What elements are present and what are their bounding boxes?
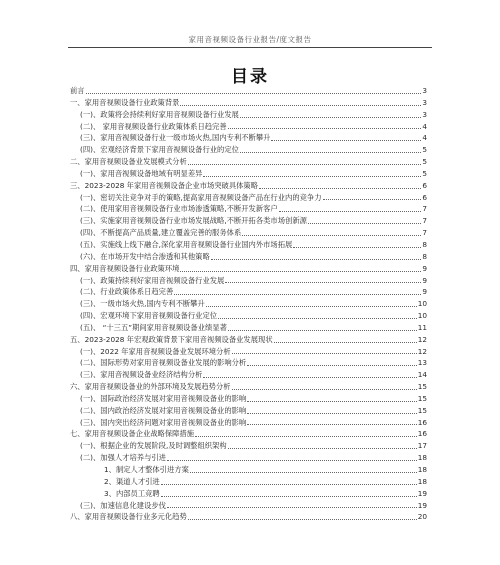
toc-entry[interactable] [70, 215, 427, 227]
toc-entry-label: (一)、政策将会持续利好家用音视频设备行业发展 [80, 109, 239, 119]
toc-entry-label: (五)、实施线上线下融合,深化家用音视频设备行业国内外市场拓展 [80, 239, 293, 249]
toc-entry-page: 5 [422, 157, 427, 167]
dot-leader [167, 507, 417, 508]
toc-entry-page: 9 [422, 275, 427, 285]
toc-entry[interactable] [70, 357, 427, 369]
dot-leader [247, 401, 416, 402]
toc-entry-label: 一、家用音视频设备行业政策背景 [70, 97, 180, 107]
table-of-contents [70, 85, 427, 523]
toc-entry[interactable] [70, 263, 427, 275]
toc-entry-label: 四、家用音视频设备行业政策环境 [70, 263, 180, 273]
toc-entry-page: 17 [417, 441, 427, 451]
running-header: 家用音视频设备行业报告/度文报告 [188, 35, 312, 44]
toc-entry[interactable] [70, 239, 427, 251]
dot-leader [293, 247, 421, 248]
toc-entry[interactable] [70, 132, 427, 144]
toc-entry[interactable] [70, 156, 427, 168]
dot-leader [161, 496, 417, 497]
dot-leader [218, 318, 417, 319]
toc-entry-label: (一)、国际政治经济发展对家用音视频设备业的影响 [80, 393, 247, 403]
toc-entry-page: 13 [417, 358, 427, 368]
toc-entry[interactable] [70, 275, 427, 287]
toc-entry[interactable] [70, 227, 427, 239]
toc-entry[interactable] [70, 334, 427, 346]
toc-entry-label: (三)、国内突出经济问题对家用音视频设备业的影响 [80, 417, 247, 427]
toc-entry[interactable] [70, 428, 427, 440]
dot-leader [271, 140, 421, 141]
toc-entry[interactable] [70, 121, 427, 133]
dot-leader [323, 199, 422, 200]
toc-entry-label: (二)、国内政治经济发展对家用音视频设备业的影响 [80, 405, 247, 415]
dot-leader [203, 377, 416, 378]
toc-entry[interactable] [70, 322, 427, 334]
toc-entry-page: 6 [422, 180, 427, 190]
toc-entry-label: 1、制定人才整体引进方案 [104, 465, 189, 474]
dot-leader [279, 211, 422, 212]
header-rule [68, 47, 432, 48]
toc-entry[interactable] [70, 381, 427, 393]
toc-entry-page: 9 [422, 287, 427, 297]
dot-leader [190, 472, 417, 473]
toc-entry-label: 2、渠道人才引进 [104, 476, 160, 486]
dot-leader [211, 259, 422, 260]
toc-entry-page: 7 [422, 228, 427, 238]
toc-entry-page: 3 [422, 109, 427, 119]
toc-entry[interactable] [70, 203, 427, 215]
toc-entry[interactable] [70, 393, 427, 405]
toc-entry-page: 12 [417, 346, 427, 356]
toc-entry-page: 8 [422, 251, 427, 261]
toc-entry[interactable] [70, 346, 427, 358]
toc-entry-label: (三)、实施家用音视频设备行业市场发展战略,不断开拓各类市场创新源 [80, 216, 307, 226]
toc-entry[interactable] [70, 85, 427, 97]
dot-leader [274, 342, 417, 343]
toc-entry-page: 8 [422, 239, 427, 249]
toc-entry-page: 20 [417, 512, 427, 522]
dot-leader [195, 436, 417, 437]
toc-entry-page: 6 [422, 192, 427, 202]
dot-leader [247, 365, 416, 366]
toc-entry-label: (一)、2022 年家用音视频设备业发展环境分析 [80, 346, 231, 356]
toc-entry-page: 15 [417, 405, 427, 415]
toc-entry[interactable] [70, 310, 427, 322]
toc-entry-page: 15 [417, 393, 427, 403]
toc-entry[interactable] [70, 500, 427, 512]
dot-leader [240, 117, 421, 118]
toc-entry-label: (一)、家用音视频设备地域有明显差异 [80, 168, 203, 178]
toc-title: 目录 [231, 67, 269, 87]
toc-entry-page: 4 [422, 121, 427, 131]
dot-leader [206, 306, 417, 307]
toc-entry-label: (四)、宏观经济背景下家用音视频设备行业的定位 [80, 145, 239, 155]
dot-leader [232, 389, 417, 390]
toc-entry-label: (二)、使用家用音视频设备行业市场渗透策略,不断开发新客户 [80, 204, 278, 214]
dot-leader [232, 353, 417, 354]
toc-entry-label: (三)、一级市场火热,国内专利不断攀升 [80, 299, 205, 309]
toc-entry[interactable] [70, 405, 427, 417]
toc-entry-label: (一)、政策持续利好家用音视频设备行业发展 [80, 275, 225, 285]
toc-entry-page: 3 [422, 97, 427, 107]
toc-entry-page: 11 [417, 322, 427, 332]
toc-entry[interactable] [70, 488, 427, 500]
toc-entry[interactable] [70, 476, 427, 488]
toc-entry[interactable] [70, 298, 427, 310]
toc-entry-label: (一)、根据企业的发展阶段,及时调整组织架构 [80, 441, 227, 451]
dot-leader [174, 294, 421, 295]
toc-entry-label: 六、家用音视频设备业的外部环境及发展趋势分析 [70, 382, 231, 392]
dot-leader [228, 128, 422, 129]
toc-entry[interactable] [70, 109, 427, 121]
toc-entry-page: 18 [417, 453, 427, 463]
toc-entry-label: 七、家用音视频设备企业战略保障措施 [70, 429, 195, 439]
toc-entry-label: (四)、不断提高产品质量,建立覆盖完善的服务体系 [80, 228, 242, 238]
dot-leader [308, 223, 421, 224]
toc-entry-label: (四)、宏观环境下家用音视频设备行业定位 [80, 311, 218, 321]
toc-entry-page: 19 [417, 500, 427, 510]
toc-entry-page: 16 [417, 417, 427, 427]
toc-entry-label: (二)、行业政策体系日趋完善 [80, 287, 174, 297]
dot-leader [167, 460, 417, 461]
toc-entry-label: 五、2023-2028 年宏观政策背景下家用音视频设备业发展现状 [70, 334, 273, 344]
toc-entry-page: 7 [422, 216, 427, 226]
toc-entry-page: 4 [422, 133, 427, 143]
toc-entry[interactable] [70, 192, 427, 204]
toc-entry[interactable] [70, 97, 427, 109]
toc-entry-label: (三)、家用音视频设备业经济结构分析 [80, 370, 203, 380]
toc-entry[interactable] [70, 168, 427, 180]
dot-leader [225, 282, 421, 283]
toc-entry-page: 9 [422, 263, 427, 273]
dot-leader [247, 413, 416, 414]
toc-entry[interactable] [70, 286, 427, 298]
dot-leader [161, 484, 417, 485]
toc-entry-label: (三)、加速信息化建设步伐 [80, 500, 166, 510]
toc-entry[interactable] [70, 251, 427, 263]
toc-entry[interactable] [70, 180, 427, 192]
toc-entry-label: (五)、 “十三五”期间家用音视频设备业绩显著 [80, 322, 227, 332]
toc-entry-label: (二)、 家用音视频设备行业政策体系日趋完善 [80, 121, 227, 131]
toc-entry-label: 二、家用音视频设备业发展模式分析 [70, 157, 187, 167]
toc-entry-label: (三)、家用音视频设备行业一级市场火热,国内专利不断攀升 [80, 133, 271, 143]
dot-leader [228, 330, 417, 331]
dot-leader [86, 93, 422, 94]
toc-entry-page: 3 [422, 86, 427, 95]
toc-entry[interactable] [70, 417, 427, 429]
dot-leader [188, 164, 422, 165]
toc-entry-label: 3、内部员工竞聘 [104, 488, 160, 498]
toc-entry-page: 10 [417, 299, 427, 309]
toc-entry-page: 18 [417, 465, 427, 474]
toc-entry-label: (六)、在市场开发中结合渗透和其他策略 [80, 251, 210, 261]
toc-entry[interactable] [70, 464, 427, 476]
toc-entry-page: 18 [417, 476, 427, 486]
dot-leader [203, 176, 421, 177]
toc-entry-page: 12 [417, 334, 427, 344]
dot-leader [180, 105, 421, 106]
toc-entry-label: (二)、国际形势对家用音视频设备业发展的影响分析 [80, 358, 247, 368]
toc-entry-page: 19 [417, 488, 427, 498]
toc-entry-page: 10 [417, 311, 427, 321]
toc-entry[interactable] [70, 144, 427, 156]
toc-entry-label: 前言 [70, 86, 85, 95]
dot-leader [242, 235, 421, 236]
dot-leader [180, 271, 421, 272]
dot-leader [240, 152, 421, 153]
dot-leader [247, 424, 416, 425]
toc-entry[interactable] [70, 369, 427, 381]
toc-entry[interactable] [70, 440, 427, 452]
toc-entry-page: 16 [417, 429, 427, 439]
toc-entry-label: (二)、加强人才培养与引进 [80, 453, 166, 463]
toc-entry-label: (一)、密切关注竞争对手的策略,提高家用音视频设备产品在行业内的竞争力 [80, 192, 322, 202]
toc-entry-page: 5 [422, 145, 427, 155]
dot-leader [228, 448, 417, 449]
toc-entry-label: 三、2023-2028 年家用音视频设备企业市场突破具体策略 [70, 180, 259, 190]
toc-entry-label: 八、家用音视频设备行业多元化趋势 [70, 512, 187, 522]
dot-leader [188, 519, 417, 520]
toc-entry[interactable] [70, 511, 427, 523]
dot-leader [259, 188, 421, 189]
toc-entry[interactable] [70, 452, 427, 464]
toc-entry-page: 7 [422, 204, 427, 214]
toc-entry-page: 15 [417, 382, 427, 392]
toc-entry-page: 5 [422, 168, 427, 178]
toc-entry-page: 14 [417, 370, 427, 380]
